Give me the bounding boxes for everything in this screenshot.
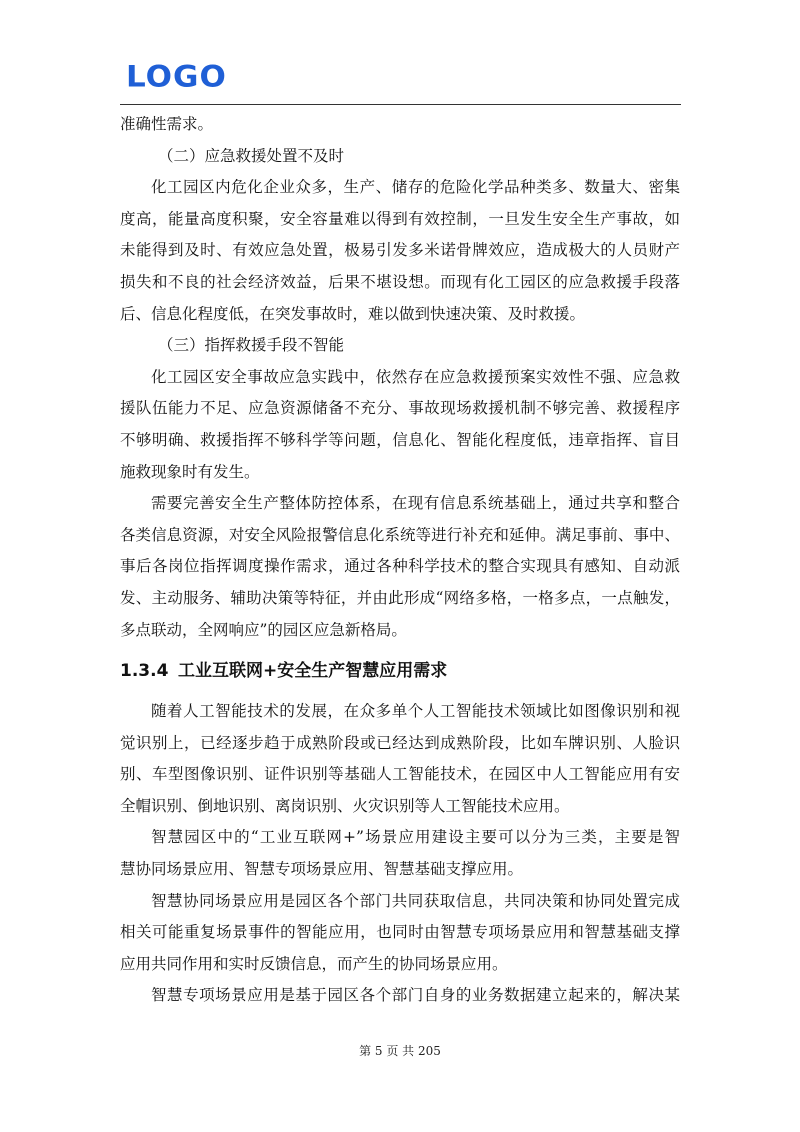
paragraph-line: 损失和不良的社会经济效益，后果不堪设想。而现有化工园区的应急救援手段落 bbox=[120, 272, 680, 291]
paragraph-line: 不够明确、救援指挥不够科学等问题，信息化、智能化程度低，违章指挥、盲目 bbox=[120, 430, 680, 449]
paragraph-line: 智慧专项场景应用是基于园区各个部门自身的业务数据建立起来的，解决某 bbox=[151, 986, 680, 1005]
page-number: 第 5 页 共 205 bbox=[359, 1044, 441, 1058]
section-heading bbox=[120, 650, 680, 692]
paragraph-line: 需要完善安全生产整体防控体系，在现有信息系统基础上，通过共享和整合 bbox=[151, 494, 680, 513]
paragraph-line: 智慧园区中的“工业互联网+”场景应用建设主要可以分为三类，主要是智 bbox=[151, 828, 680, 847]
paragraph-line: 未能得到及时、有效应急处置，极易引发多米诺骨牌效应，造成极大的人员财产 bbox=[120, 241, 680, 260]
paragraph-line: 后、信息化程度低，在突发事故时，难以做到快速决策、及时救援。 bbox=[120, 304, 586, 323]
subsection-title: （三）指挥救援手段不智能 bbox=[158, 336, 345, 355]
paragraph-line: 度高，能量高度积聚，安全容量难以得到有效控制，一旦发生安全生产事故，如 bbox=[120, 209, 680, 228]
header-divider bbox=[120, 104, 681, 105]
paragraph-line: 智慧协同场景应用是园区各个部门共同获取信息，共同决策和协同处置完成 bbox=[151, 891, 680, 910]
paragraph-line: 应用共同作用和实时反馈信息，而产生的协同场景应用。 bbox=[120, 954, 508, 973]
paragraph-line: 援队伍能力不足、应急资源储备不充分、事故现场救援机制不够完善、救援程序 bbox=[120, 399, 680, 418]
paragraph-line: 发、主动服务、辅助决策等特征，并由此形成“网络多格，一格多点，一点触发， bbox=[120, 588, 680, 607]
paragraph-line: 慧协同场景应用、智慧专项场景应用、智慧基础支撑应用。 bbox=[120, 860, 524, 879]
paragraph-line: 施救现象时有发生。 bbox=[120, 462, 260, 481]
document-body bbox=[120, 109, 680, 1012]
paragraph-line: 全帽识别、倒地识别、离岗识别、火灾识别等人工智能技术应用。 bbox=[120, 796, 570, 815]
paragraph-line: 别、车型图像识别、证件识别等基础人工智能技术，在园区中人工智能应用有安 bbox=[120, 765, 680, 784]
paragraph-line: 准确性需求。 bbox=[120, 115, 214, 133]
paragraph-line: 事后各岗位指挥调度操作需求，通过各种科学技术的整合实现具有感知、自动派 bbox=[120, 557, 680, 576]
logo: LOGO bbox=[126, 60, 227, 95]
paragraph-line: 觉识别上，已经逐步趋于成熟阶段或已经达到成熟阶段，比如车牌识别、人脸识 bbox=[120, 733, 680, 752]
section-number: 1.3.4 bbox=[120, 661, 169, 682]
paragraph-line: 化工园区安全事故应急实践中，依然存在应急救援预案实效性不强、应急救 bbox=[151, 367, 680, 386]
paragraph-line: 多点联动，全网响应”的园区应急新格局。 bbox=[120, 620, 407, 639]
paragraph-line: 随着人工智能技术的发展，在众多单个人工智能技术领域比如图像识别和视 bbox=[151, 702, 680, 721]
paragraph-line: 各类信息资源，对安全风险报警信息化系统等进行补充和延伸。满足事前、事中、 bbox=[120, 525, 680, 544]
subsection-title: （二）应急救援处置不及时 bbox=[158, 146, 345, 165]
paragraph-line: 相关可能重复场景事件的智能应用，也同时由智慧专项场景应用和智慧基础支撑 bbox=[120, 923, 680, 942]
paragraph-line: 化工园区内危化企业众多，生产、储存的危险化学品种类多、数量大、密集 bbox=[151, 178, 680, 197]
section-title: 工业互联网+安全生产智慧应用需求 bbox=[178, 661, 448, 682]
